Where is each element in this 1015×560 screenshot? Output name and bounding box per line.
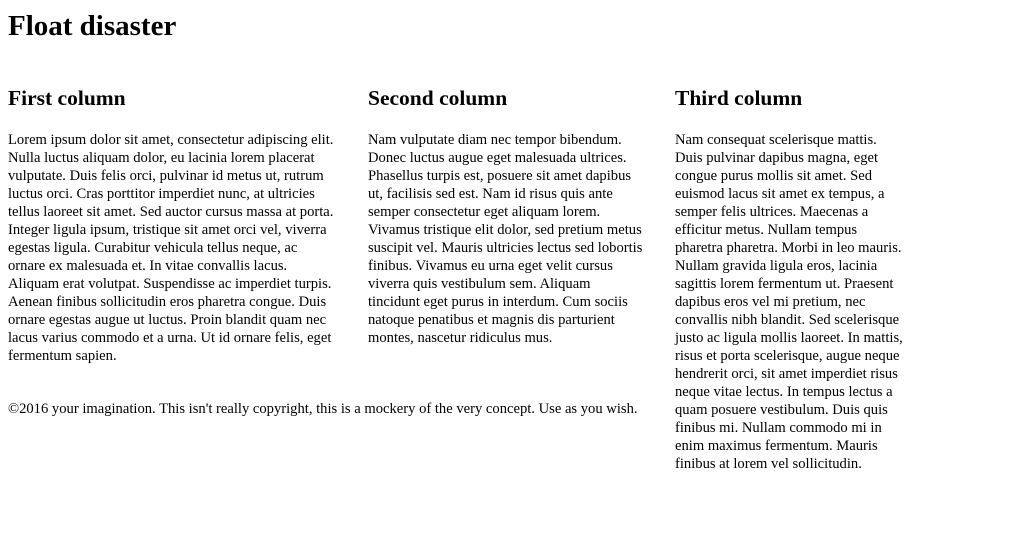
first-column [8, 85, 335, 365]
column-heading: Second column [368, 86, 508, 110]
footer-copyright: ©2016 your imagination. This isn't really copyright, this is a mockery of the very concept. Use as you wish. [8, 401, 638, 417]
page-title: Float disaster [8, 10, 177, 42]
column-text: Nam consequat scelerisque mattis. Duis pulvinar dapibus magna, eget congue purus mollis sit amet. Sed euismod lacus sit amet ex tempus, a semper felis ultrices. Maecenas a efficitur metus. Nullam tempus pharetra pharetra. Morbi in leo mauris. Nullam gravida ligula eros, lacinia sagittis lorem fermentum ut. Praesent dapibus eros vel mi pretium, nec convallis nibh blandit. Sed scelerisque justo ac ligula mollis laoreet. In mattis, risus et porta scelerisque, augue neque hendrerit orci, sit amet imperdiet risus neque vitae lectus. In tempus lectus a quam posuere vestibulum. Duis quis finibus mi. Nullam commodo mi in enim maximus fermentum. Mauris finibus at lorem vel sollicitudin. [675, 132, 903, 472]
column-text: Lorem ipsum dolor sit amet, consectetur adipiscing elit. Nulla luctus aliquam dolor, eu lacinia lorem placerat vulputate. Duis felis orci, pulvinar id metus ut, rutrum luctus orci. Cras porttitor imperdiet nunc, at ultricies tellus laoreet sit amet. Sed auctor cursus massa at porta. Integer ligula ipsum, tristique sit amet orci vel, viverra egestas ligula. Curabitur vehicula tellus neque, ac ornare ex malesuada et. In vitae convallis lacus. Aliquam erat volutpat. Suspendisse ac imperdiet turpis. Aenean finibus sollicitudin eros pharetra congue. Duis ornare egestas augue ut luctus. Proin blandit quam nec lacus varius commodo et a urna. Ut id ornare felis, eget fermentum sapien. [8, 132, 334, 364]
column-text: Nam vulputate diam nec tempor bibendum. Donec luctus augue eget malesuada ultrices. Phasellus turpis est, posuere sit amet dapibus ut, facilisis sed est. Nam id risus quis ante semper consectetur eget aliquam lorem. Vivamus tristique elit dolor, sed pretium metus suscipit vel. Mauris ultricies lectus sed lobortis finibus. Vivamus eu urna eget velit cursus viverra quis vestibulum sem. Aliquam tincidunt eget purus in interdum. Cum sociis natoque penatibus et magnis dis parturient montes, nascetur ridiculus mus. [368, 132, 643, 346]
column-heading: First column [8, 86, 126, 110]
second-column [368, 85, 644, 347]
third-column [675, 85, 907, 473]
column-heading: Third column [675, 86, 803, 110]
